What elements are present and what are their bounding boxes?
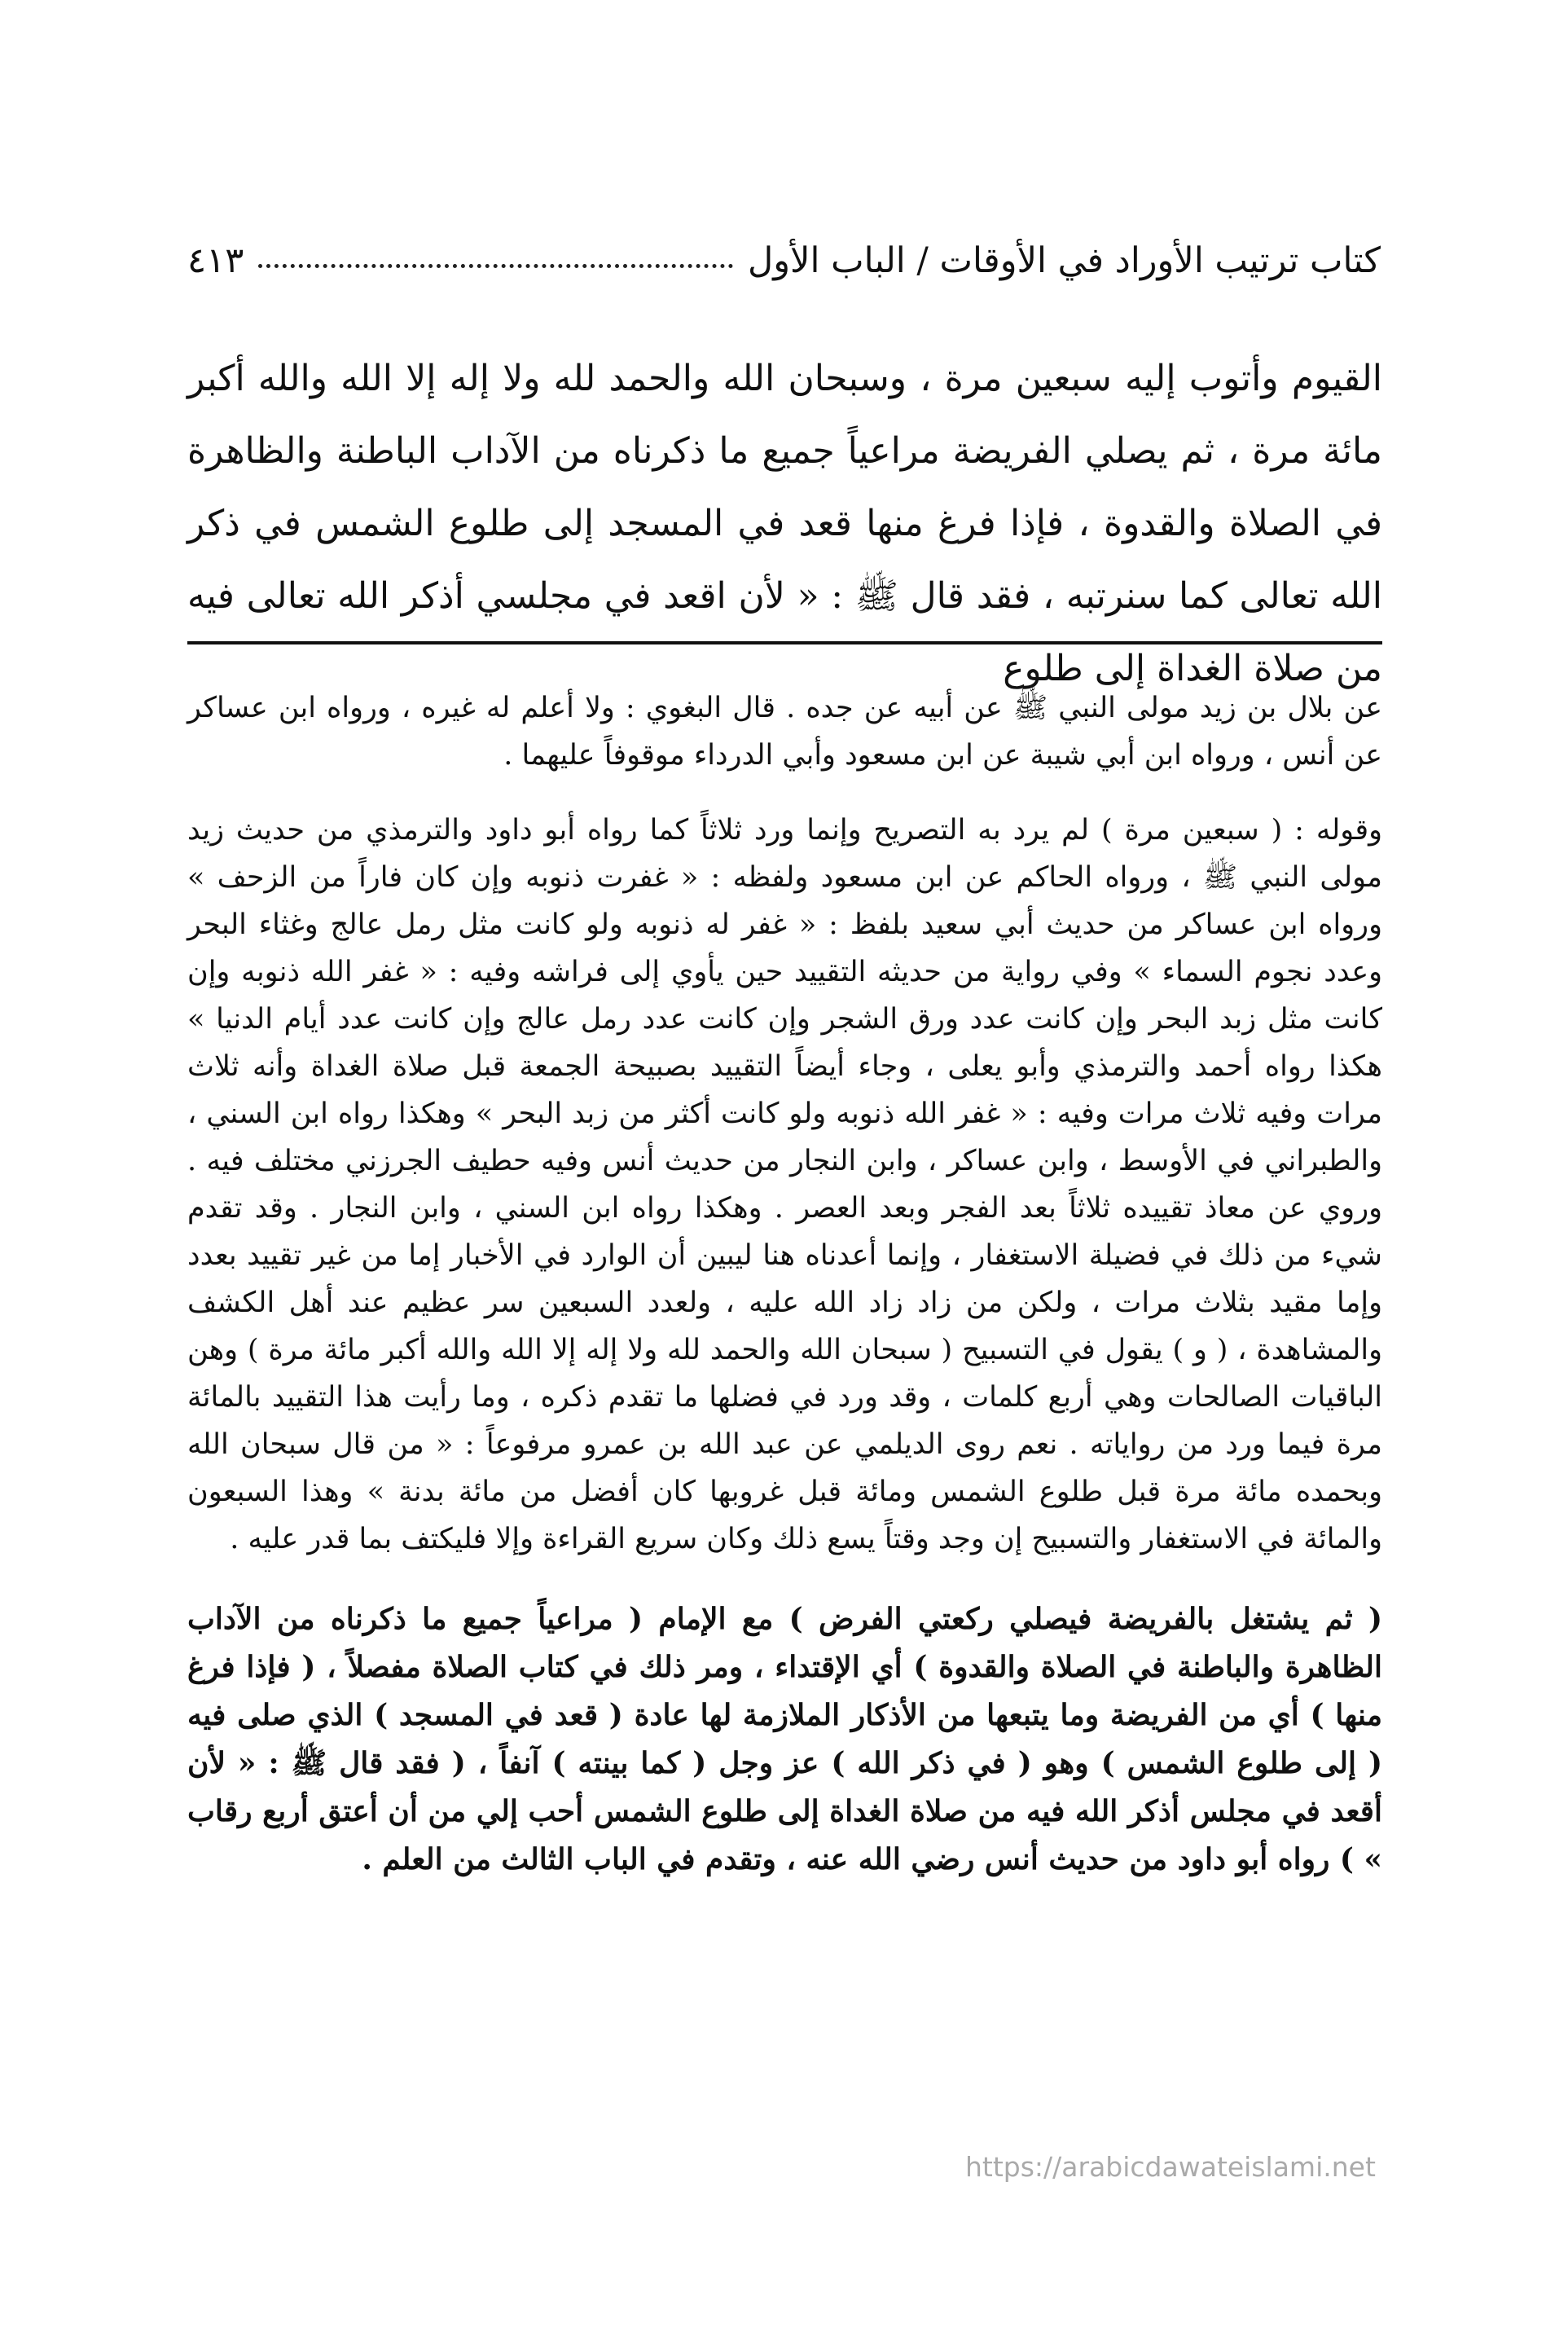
commentary-paragraph: ( ثم يشتغل بالفريضة فيصلي ركعتي الفرض ) مع الإمام ( مراعياً جميع ما ذكرناه من الآداب الظاهرة والباطنة في الصلاة والقدوة ) أي الإقتداء ، ومر ذلك في كتاب الصلاة مفصلاً ، ( فإذا فرغ منها ) أي من الفريضة وما يتبعها من الأذكار الملازمة لها عادة ( قعد في المسجد ) الذي صلى فيه ( إلى طلوع الشمس ) وهو ( في ذكر الله ) عز وجل ( كما بينته ) آنفاً ، ( فقد قال ﷺ : « لأن أقعد في مجلس أذكر الله فيه من صلاة الغداة إلى طلوع الشمس أحب إلي من أن أعتق أربع رقاب » ) رواه أبو داود من حديث أنس رضي الله عنه ، وتقدم في الباب الثالث من العلم .	[187, 1602, 1382, 1876]
leader-dots	[258, 254, 733, 268]
watermark-url: https://arabicdawateislami.net	[965, 2151, 1376, 2183]
main-text-block	[187, 342, 1382, 705]
main-paragraph: القيوم وأتوب إليه سبعين مرة ، وسبحان الله والحمد لله ولا إله إلا الله والله أكبر مائة مرة ، ثم يصلي الفريضة مراعياً جميع ما ذكرناه من الآداب الباطنة والظاهرة في الصلاة والقدوة ، فإذا فرغ منها قعد في المسجد إلى طلوع الشمس في ذكر الله تعالى كما سنرتبه ، فقد قال ﷺ : « لأن اقعد في مجلسي أذكر الله تعالى فيه من صلاة الغداة إلى طلوع	[187, 358, 1383, 689]
page-number: ٤١٣	[187, 240, 244, 281]
footnote-paragraph-1: عن بلال بن زيد مولى النبي ﷺ عن أبيه عن جده . قال البغوي : ولا أعلم له غيره ، ورواه ابن عساكر عن أنس ، ورواه ابن أبي شيبة عن ابن مسعود وأبي الدرداء موقوفاً عليهما .	[187, 692, 1382, 772]
footnote-paragraph-2: وقوله : ( سبعين مرة ) لم يرد به التصريح وإنما ورد ثلاثاً كما رواه أبو داود والترمذي من حديث زيد مولى النبي ﷺ ، ورواه الحاكم عن ابن مسعود ولفظه : « غفرت ذنوبه وإن كان فاراً من الزحف » ورواه ابن عساكر من حديث أبي سعيد بلفظ : « غفر له ذنوبه ولو كانت مثل رمل عالج وغثاء البحر وعدد نجوم السماء » وفي رواية من حديثه التقييد حين يأوي إلى فراشه وفيه : « غفر الله ذنوبه وإن كانت مثل زبد البحر وإن كانت عدد ورق الشجر وإن كانت عدد رمل عالج وإن كانت عدد أيام الدنيا » هكذا رواه أحمد والترمذي وأبو يعلى ، وجاء أيضاً التقييد بصبيحة الجمعة قبل صلاة الغداة وأنه ثلاث مرات وفيه ثلاث مرات وفيه : « غفر الله ذنوبه ولو كانت أكثر من زبد البحر » وهكذا رواه ابن السني ، والطبراني في الأوسط ، وابن عساكر ، وابن النجار من حديث أنس وفيه حطيف الجرزني مختلف فيه . وروي عن معاذ تقييده ثلاثاً بعد الفجر وبعد العصر . وهكذا رواه ابن السني ، وابن النجار . وقد تقدم شيء من ذلك في فضيلة الاستغفار ، وإنما أعدناه هنا ليبين أن الوارد في الأخبار إما من غير تقييد بعدد وإما مقيد بثلاث مرات ، ولكن من زاد زاد الله عليه ، ولعدد السبعين سر عظيم عند أهل الكشف والمشاهدة ، ( و ) يقول في التسبيح ( سبحان الله والحمد لله ولا إله إلا الله والله أكبر مائة مرة ) وهن الباقيات الصالحات وهي أربع كلمات ، وقد ورد في فضلها ما تقدم ذكره ، وما رأيت هذا التقييد بالمائة مرة فيما ورد من رواياته . نعم روى الديلمي عن عبد الله بن عمرو مرفوعاً : « من قال سبحان الله وبحمده مائة مرة قبل طلوع الشمس ومائة قبل غروبها كان أفضل من مائة بدنة » وهذا السبعون والمائة في الاستغفار والتسبيح إن وجد وقتاً يسع ذلك وكان سريع القراءة وإلا فليكتف بما قدر عليه .	[187, 814, 1382, 1555]
chapter-title: كتاب ترتيب الأوراد في الأوقات / الباب الأول	[747, 240, 1381, 281]
commentary-block	[187, 684, 1382, 1905]
running-header	[187, 232, 1381, 289]
footnote-separator	[187, 641, 1382, 644]
